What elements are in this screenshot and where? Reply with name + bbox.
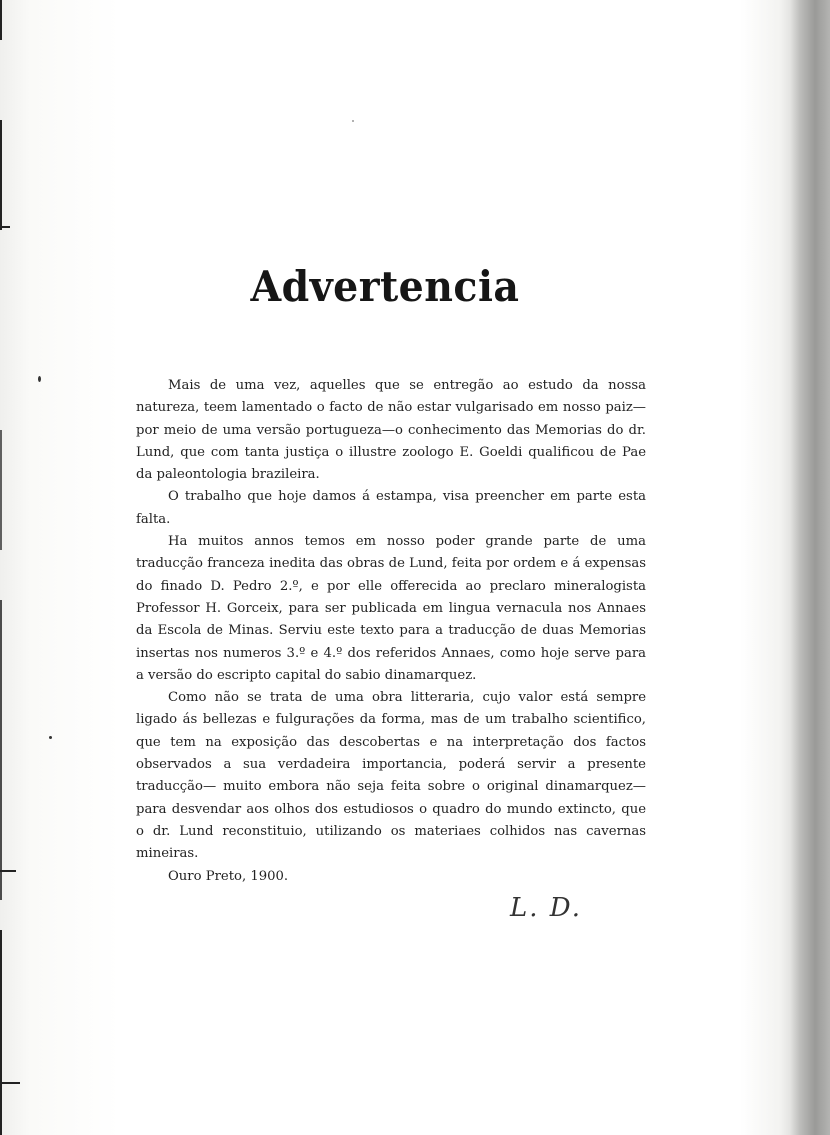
binding-edge-bottom (0, 930, 2, 1135)
speck-1 (38, 376, 41, 382)
speck-3 (352, 120, 354, 122)
paragraph-4: Como não se trata de uma obra litteraria, cujo valor está sempre ligado ás bellezas e fulgurações da forma, mas de um trabalho scientifico, que tem na exposição das descobertas e na interpretação dos factos observados a sua verdadeira importancia, poderá servir a presente traducção— muito embora não seja feita sobre o original dinamarquez—para desvendar aos olhos dos estudiosos o quadro do mundo extincto, que o dr. Lund reconstituio, utilizando os materiaes colhidos nas cavernas mineiras. (136, 690, 646, 862)
page-title: Advertencia (250, 262, 520, 311)
place-date: Ouro Preto, 1900. (168, 868, 289, 884)
binding-tick-1 (0, 226, 10, 228)
paragraph-2: O trabalho que hoje damos á estampa, visa preencher em parte esta falta. (136, 489, 646, 527)
body-text (136, 375, 646, 888)
binding-edge-lower (0, 600, 2, 900)
signature: L. D. (510, 893, 582, 923)
paragraph-1: Mais de uma vez, aquelles que se entregão ao estudo da nossa natureza, teem lamentado o facto de não estar vulgarisado em nosso paiz—por meio de uma versão portugueza—o conhecimento das Memorias do dr. Lund, que com tanta justiça o illustre zoologo E. Goeldi qualificou de Pae da paleontologia brazileira. (136, 378, 646, 483)
binding-tick-2 (0, 870, 16, 872)
binding-edge-middle (0, 430, 2, 550)
paragraph-3: Ha muitos annos temos em nosso poder grande parte de uma traducção franceza inedita das obras de Lund, feita por ordem e á expensas do finado D. Pedro 2.º, e por elle offerecida ao preclaro mineralogista Professor H. Gorceix, para ser publicada em lingua vernacula nos Annaes da Escola de Minas. Serviu este texto para a traducção de duas Memorias insertas nos numeros 3.º e 4.º dos referidos Annaes, como hoje serve para a versão do escripto capital do sabio dinamarquez. (136, 534, 646, 683)
binding-edge-upper (0, 120, 2, 230)
speck-2 (49, 736, 52, 739)
binding-tick-3 (0, 1082, 20, 1084)
binding-edge-top (0, 0, 2, 40)
